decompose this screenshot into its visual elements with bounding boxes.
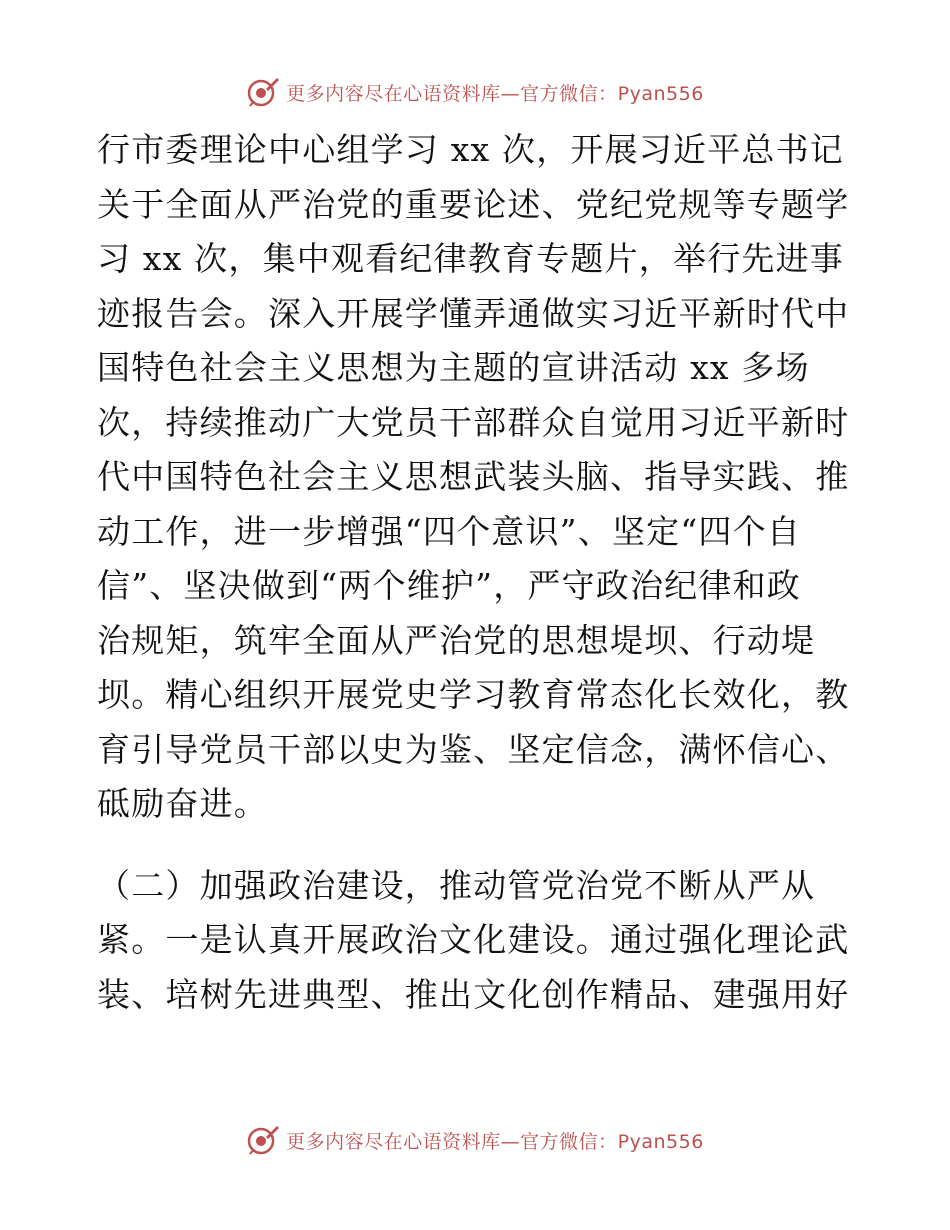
text-line: 坝。精心组织开展党史学习教育常态化长效化，教 <box>97 675 850 714</box>
header-banner <box>0 72 950 112</box>
footer-banner-text: 更多内容尽在心语资料库—官方微信：Pyan556 <box>286 1130 704 1153</box>
paragraph-2 <box>97 859 857 1023</box>
text-line: 迹报告会。深入开展学懂弄通做实习近平新时代中 <box>97 293 850 333</box>
text-line: 治规矩，筑牢全面从严治党的思想堤坝、行动堤 <box>97 620 816 660</box>
document-body <box>97 123 857 1022</box>
text-line: 行市委理论中心组学习 xx 次，开展习近平总书记 <box>97 130 845 169</box>
paragraph-1 <box>97 123 857 832</box>
text-line: 国特色社会主义思想为主题的宣讲活动 xx 多场 <box>97 348 810 387</box>
text-line: 动工作，进一步增强“四个意识”、坚定“四个自 <box>97 511 802 551</box>
text-line: 关于全面从严治党的重要论述、党纪党规等专题学 <box>97 184 850 224</box>
text-line: 砥励奋进。 <box>97 784 268 823</box>
text-line: 紧。一是认真开展政治文化建设。通过强化理论武 <box>97 920 850 959</box>
text-line: 次，持续推动广大党员干部群众自觉用习近平新时 <box>97 402 850 442</box>
text-line: 育引导党员干部以史为鉴、坚定信念，满怀信心、 <box>97 729 850 769</box>
footer-banner <box>0 1120 950 1160</box>
text-line: （二）加强政治建设，推动管党治党不断从严从 <box>97 865 816 905</box>
text-line: 习 xx 次，集中观看纪律教育专题片，举行先进事 <box>97 239 845 278</box>
text-line: 装、培树先进典型、推出文化创作精品、建强用好 <box>97 974 850 1014</box>
header-banner-text: 更多内容尽在心语资料库—官方微信：Pyan556 <box>286 82 704 105</box>
pen-logo-icon <box>246 1123 280 1157</box>
text-line: 信”、坚决做到“两个维护”，严守政治纪律和政 <box>97 566 802 605</box>
text-line: 代中国特色社会主义思想武装头脑、指导实践、推 <box>97 457 850 496</box>
pen-logo-icon <box>246 75 280 109</box>
